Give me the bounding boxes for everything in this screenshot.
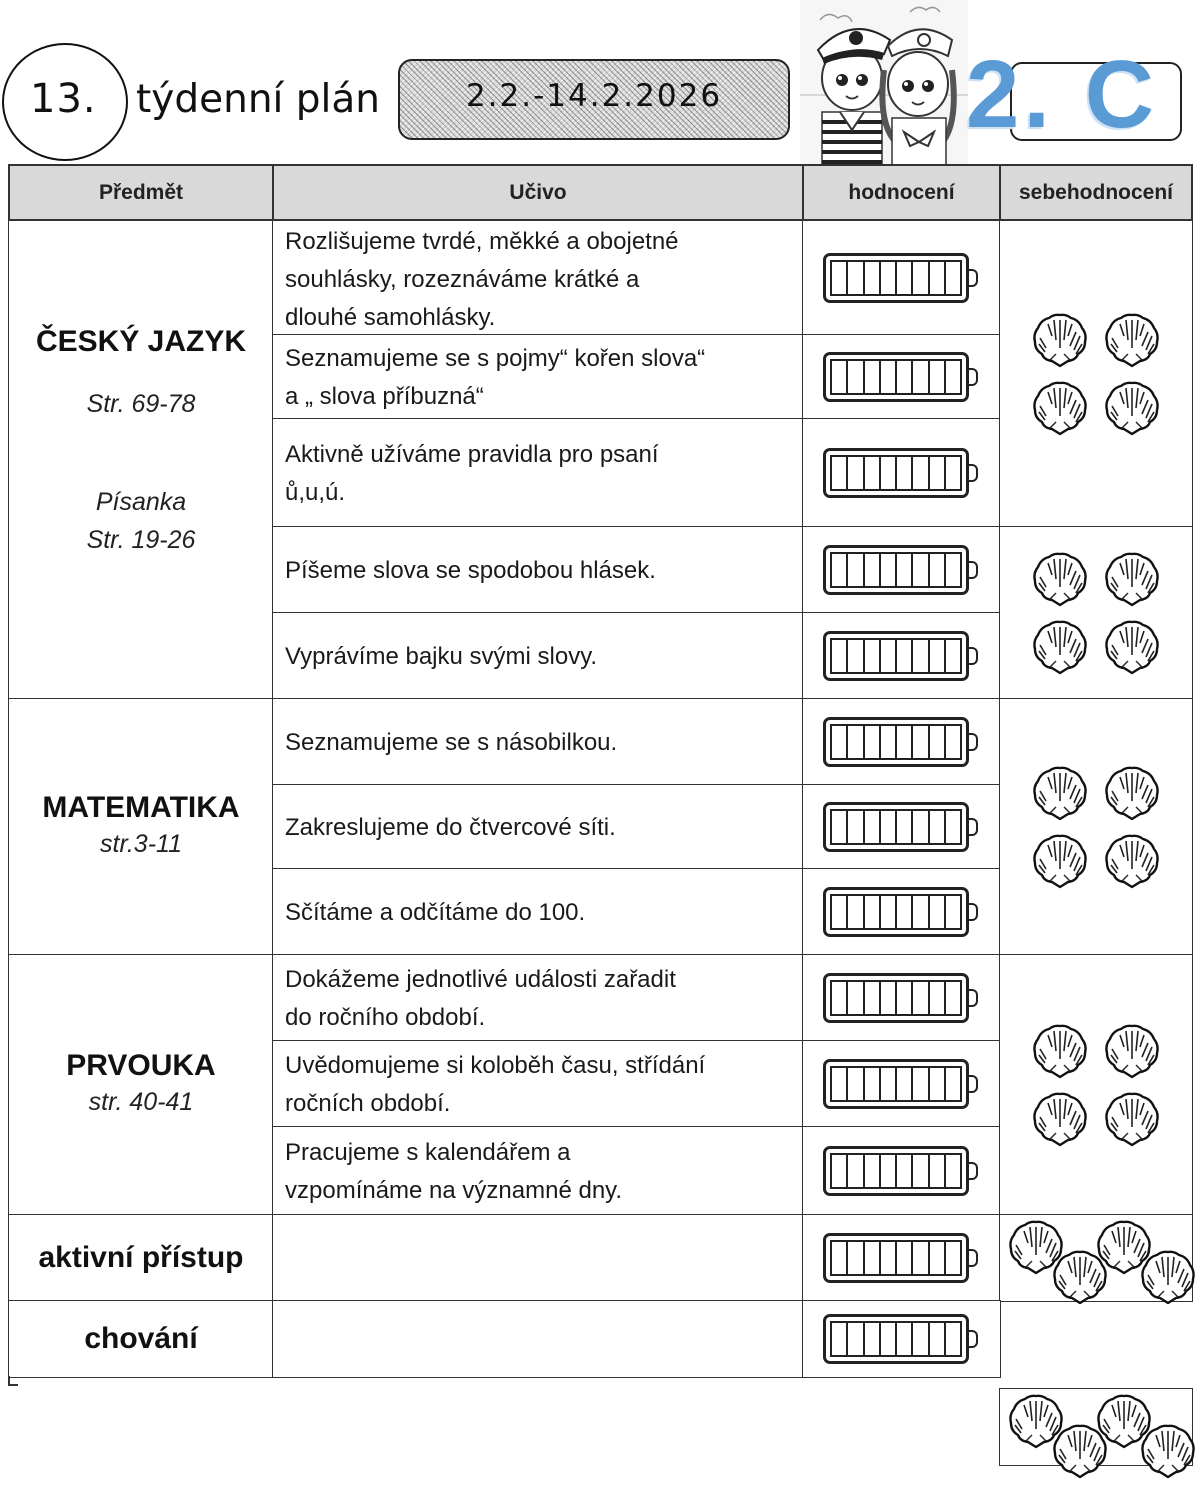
topic-text: a „ slova příbuzná“ [285, 383, 484, 410]
topic-text: Dokážeme jednotlivé události zařadit [285, 966, 676, 993]
battery-icon [823, 448, 980, 498]
column-header-topic: Učivo [272, 164, 804, 221]
date-range: 2.2.-14.2.2026 [465, 77, 723, 114]
self-grade-cell [999, 526, 1193, 700]
shell-icon[interactable] [1102, 1091, 1162, 1147]
battery-icon [823, 717, 980, 767]
battery-icon [823, 1233, 980, 1283]
subject-cell [8, 1300, 274, 1378]
shell-icon[interactable] [1102, 551, 1162, 607]
topic-text: Uvědomujeme si koloběh času, střídání [285, 1052, 706, 1079]
battery-icon [823, 631, 980, 681]
shell-icon[interactable] [1102, 619, 1162, 675]
topic-text: Píšeme slova se spodobou hlásek. [285, 557, 656, 584]
shell-icon[interactable] [1102, 833, 1162, 889]
grade-cell[interactable] [802, 954, 1001, 1042]
shell-icon[interactable] [1030, 312, 1090, 368]
battery-icon [823, 1146, 980, 1196]
topic-text: Rozlišujeme tvrdé, měkké a obojetné [285, 228, 679, 255]
grade-cell[interactable] [802, 334, 1001, 420]
topic-cell [272, 784, 804, 870]
topic-text: Zakreslujeme do čtvercové síti. [285, 814, 616, 841]
topic-text: Aktivně užíváme pravidla pro psaní [285, 441, 659, 468]
topic-text: Vyprávíme bajku svými slovy. [285, 643, 598, 670]
week-number: 13. [30, 76, 97, 122]
battery-icon [823, 1314, 980, 1364]
subject-pages: str.3-11 [100, 830, 182, 858]
topic-cell [272, 334, 804, 420]
topic-cell [272, 1300, 804, 1378]
topic-cell [272, 612, 804, 700]
grade-cell[interactable] [802, 612, 1001, 700]
topic-text: ročních období. [285, 1090, 451, 1117]
topic-cell [272, 1126, 804, 1216]
subject-cell [8, 698, 274, 956]
shell-icon[interactable] [1030, 833, 1090, 889]
subject-cell [8, 954, 274, 1216]
class-label: 2. C [966, 41, 1159, 148]
column-header-subject: Předmět [8, 164, 274, 221]
grade-cell[interactable] [802, 1214, 1001, 1302]
topic-cell [272, 1040, 804, 1128]
battery-icon [823, 253, 980, 303]
topic-text: Sčítáme a odčítáme do 100. [285, 899, 586, 926]
subject-pages: Str. 19-26 [86, 526, 196, 554]
self-grade-cell [999, 220, 1193, 528]
subject-pages: str. 40-41 [88, 1088, 194, 1116]
battery-icon [823, 1059, 980, 1109]
topic-cell [272, 220, 804, 336]
shell-icon[interactable] [1138, 1423, 1198, 1479]
topic-text: Seznamujeme se s násobilkou. [285, 729, 618, 756]
page-title: týdenní plán [136, 77, 380, 122]
subject-name: chování [84, 1322, 198, 1355]
topic-text: souhlásky, rozeznáváme krátké a [285, 266, 640, 293]
self-grade-cell [999, 954, 1193, 1216]
grade-cell[interactable] [802, 1126, 1001, 1216]
grade-cell[interactable] [802, 1040, 1001, 1128]
shell-icon[interactable] [1030, 1023, 1090, 1079]
grade-cell[interactable] [802, 784, 1001, 870]
date-range-box [398, 59, 790, 140]
shell-icon[interactable] [1138, 1249, 1198, 1305]
topic-text: dlouhé samohlásky. [285, 304, 496, 331]
subject-pages: Str. 69-78 [86, 390, 196, 418]
grade-cell[interactable] [802, 418, 1001, 528]
shell-icon[interactable] [1102, 765, 1162, 821]
topic-text: do ročního období. [285, 1004, 486, 1031]
battery-icon [823, 802, 980, 852]
shell-icon[interactable] [1102, 380, 1162, 436]
self-grade-cell [999, 1214, 1193, 1302]
topic-text: vzpomínáme na významné dny. [285, 1177, 623, 1204]
topic-text: Pracujeme s kalendářem a [285, 1139, 571, 1166]
subject-cell [8, 1214, 274, 1302]
shell-icon[interactable] [1030, 765, 1090, 821]
shell-icon[interactable] [1030, 619, 1090, 675]
topic-cell [272, 418, 804, 528]
shell-icon[interactable] [1030, 1091, 1090, 1147]
subject-name: aktivní přístup [38, 1241, 244, 1274]
topic-cell [272, 526, 804, 614]
column-header-self-grade: sebehodnocení [999, 164, 1193, 221]
self-grade-cell [999, 698, 1193, 956]
grade-cell[interactable] [802, 526, 1001, 614]
shell-icon[interactable] [1050, 1423, 1110, 1479]
subject-pages: Písanka [95, 488, 187, 516]
battery-icon [823, 973, 980, 1023]
subject-name: PRVOUKA [66, 1049, 216, 1082]
battery-icon [823, 887, 980, 937]
subject-cell [8, 220, 274, 700]
battery-icon [823, 352, 980, 402]
topic-text: Seznamujeme se s pojmy“ kořen slova“ [285, 345, 706, 372]
shell-icon[interactable] [1102, 312, 1162, 368]
shell-icon[interactable] [1030, 380, 1090, 436]
self-grade-cell [999, 1388, 1193, 1466]
battery-icon [823, 545, 980, 595]
shell-icon[interactable] [1102, 1023, 1162, 1079]
topic-cell [272, 954, 804, 1042]
grade-cell[interactable] [802, 698, 1001, 786]
grade-cell[interactable] [802, 1300, 1001, 1378]
shell-icon[interactable] [1050, 1249, 1110, 1305]
column-header-grade: hodnocení [802, 164, 1001, 221]
shell-icon[interactable] [1030, 551, 1090, 607]
grade-cell[interactable] [802, 220, 1001, 336]
topic-text: ů,u,ú. [285, 479, 346, 506]
subject-name: ČESKÝ JAZYK [35, 325, 247, 358]
sailor-kids-illustration [800, 0, 968, 165]
topic-cell [272, 868, 804, 956]
subject-name: MATEMATIKA [42, 791, 240, 824]
topic-cell [272, 1214, 804, 1302]
grade-cell[interactable] [802, 868, 1001, 956]
topic-cell [272, 698, 804, 786]
table-corner [8, 1376, 18, 1386]
